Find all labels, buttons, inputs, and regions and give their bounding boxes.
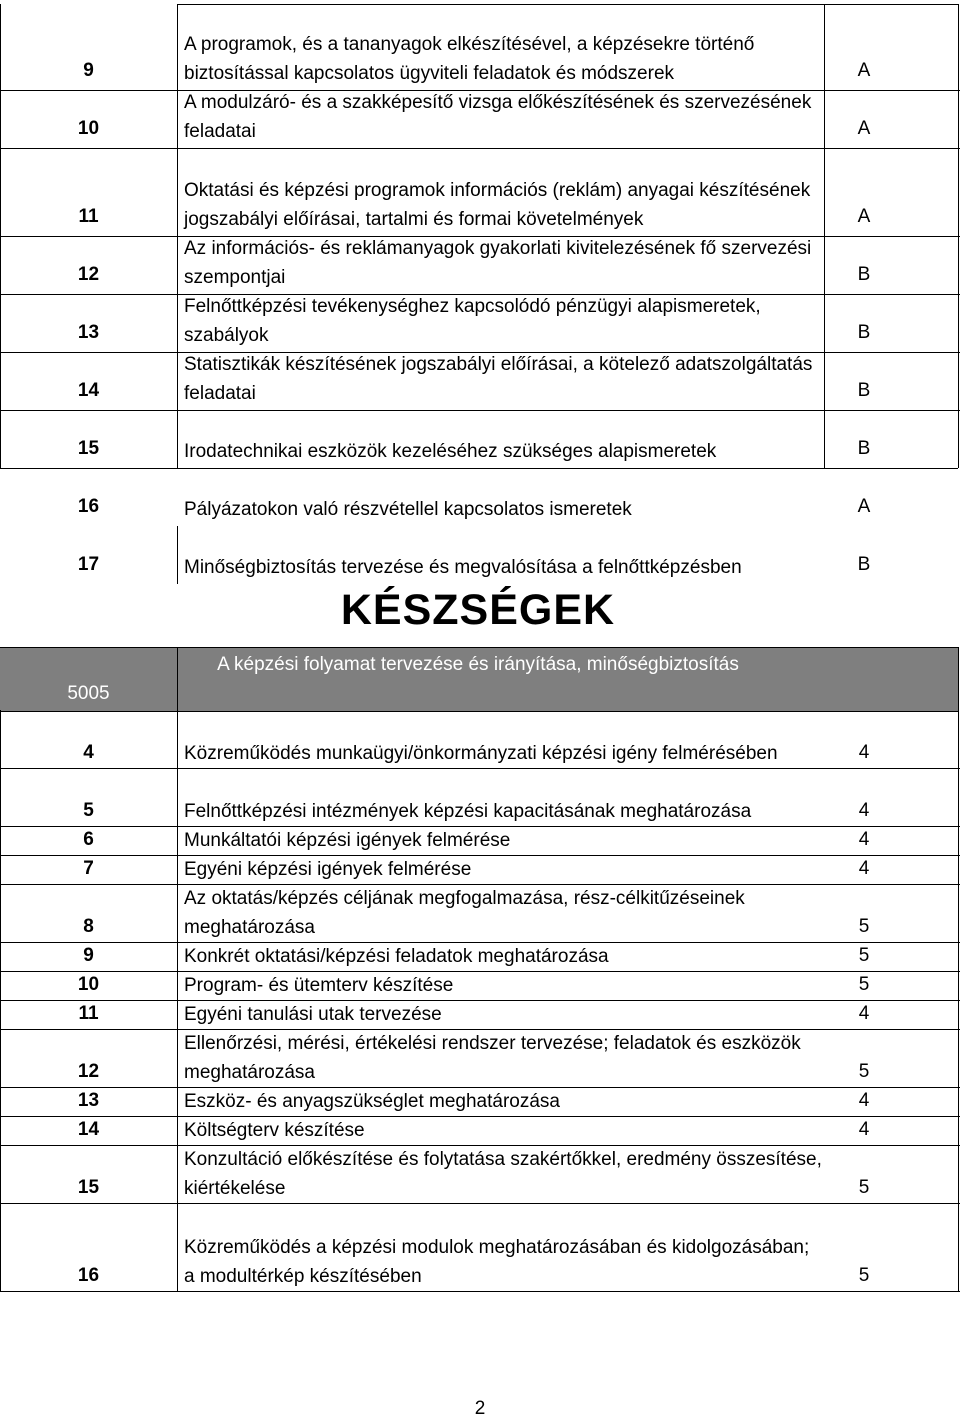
row-level: 4 [858,829,870,850]
row-number: 16 [77,1265,100,1286]
row-description: A modulzáró- és a szakképesítő vizsga előkészítésének és szervezésének feladatai [184,92,812,142]
row-number: 15 [77,1177,100,1198]
row-level: 5 [858,916,870,937]
table-row [0,1000,960,1030]
row-level: B [857,438,871,459]
row-description: Eszköz- és anyagszükséglet meghatározása [184,1091,560,1112]
table-row [0,971,960,1001]
table-row [0,826,960,856]
table-border [824,4,825,468]
row-number: 11 [78,1003,99,1024]
row-number: 15 [77,438,100,459]
row-description: Költségterv készítése [184,1120,365,1141]
row-description: Program- és ütemterv készítése [184,975,454,996]
table-row [0,468,960,526]
row-description: Közreműködés a képzési modulok meghatározásában és kidolgozásában; a modultérkép készítésében [184,1237,810,1287]
table-border [177,647,178,1291]
row-number: 17 [77,554,100,575]
row-number: 7 [83,858,94,879]
table-row [0,1145,960,1204]
row-number: 12 [77,264,100,285]
row-description: Statisztikák készítésének jogszabályi előírásai, a kötelező adatszolgáltatás feladatai [184,354,813,404]
table-border [0,468,958,469]
row-description: Felnőttképzési intézmények képzési kapacitásának meghatározása [184,801,752,822]
row-number: 12 [77,1061,100,1082]
table-row [0,352,960,411]
table-row [0,1203,960,1292]
row-description: Konzultáció előkészítése és folytatása szakértőkkel, eredmény összesítése, kiértékelése [184,1149,822,1199]
table-row [0,1087,960,1117]
row-level: B [857,554,871,575]
table-row [0,855,960,885]
table-row [0,90,960,149]
row-number: 10 [77,118,100,139]
row-level: 5 [858,1265,870,1286]
table-row [0,236,960,295]
row-level: 4 [858,1003,870,1024]
row-number: 14 [77,380,100,401]
row-level: A [857,496,871,517]
row-level: A [857,206,871,227]
row-number: 11 [78,206,99,227]
row-level: A [857,118,871,139]
row-number: 6 [83,829,94,850]
row-number: 4 [83,742,94,763]
row-number: 14 [77,1119,100,1140]
table-row [0,1029,960,1088]
row-description: Az oktatás/képzés céljának megfogalmazása, rész-célkitűzéseinek meghatározása [184,888,745,938]
table-row [0,410,960,468]
row-description: Felnőttképzési tevékenységhez kapcsolódó pénzügyi alapismeretek, szabályok [184,296,761,346]
row-level: 4 [858,1090,870,1111]
section-heading: KÉSZSÉGEK [340,586,616,634]
row-description: Ellenőrzési, mérési, értékelési rendszer tervezése; feladatok és eszközök meghatározása [184,1033,801,1083]
row-number: 16 [77,496,100,517]
table-border [177,4,178,468]
table-row [0,4,960,91]
module-title: A képzési folyamat tervezése és irányítása, minőségbiztosítás [217,654,739,675]
row-number: 8 [83,916,94,937]
table-row [0,768,960,827]
row-level: B [857,264,871,285]
row-level: 5 [858,1177,870,1198]
row-description: Irodatechnikai eszközök kezeléséhez szükséges alapismeretek [184,441,717,462]
row-level: 4 [858,800,870,821]
row-description: Egyéni tanulási utak tervezése [184,1004,442,1025]
table-row [0,710,960,769]
row-description: Oktatási és képzési programok információs (reklám) anyagai készítésének jogszabályi előírásai, tartalmi és formai követelmények [184,180,811,230]
table-row [0,294,960,353]
table-border [177,4,958,5]
table-row [0,148,960,237]
table-border [0,4,1,468]
row-level: 4 [858,858,870,879]
row-description: Minőségbiztosítás tervezése és megvalósítása a felnőttképzésben [184,557,742,578]
row-number: 13 [77,322,100,343]
row-number: 9 [83,60,94,81]
row-level: 5 [858,945,870,966]
module-code: 5005 [67,683,110,704]
row-description: Konkrét oktatási/képzési feladatok meghatározása [184,946,609,967]
page-number: 2 [474,1398,486,1419]
table-row [0,1116,960,1146]
row-description: Egyéni képzési igények felmérése [184,859,472,880]
table-row [0,526,960,584]
table-border [958,4,959,468]
row-number: 9 [83,945,94,966]
row-level: A [857,60,871,81]
row-description: A programok, és a tananyagok elkészítésével, a képzésekre történő biztosítással kapcsolatos ügyviteli feladatok és módszerek [184,34,755,84]
table-row [0,942,960,972]
table-border [958,647,959,1291]
row-level: B [857,322,871,343]
row-number: 5 [83,800,94,821]
table-row [0,884,960,943]
table-border [177,526,178,584]
row-level: 4 [858,1119,870,1140]
table-border [0,710,1,1291]
row-number: 13 [77,1090,100,1111]
row-level: 4 [858,742,870,763]
row-description: Pályázatokon való részvétellel kapcsolatos ismeretek [184,499,632,520]
row-description: Munkáltatói képzési igények felmérése [184,830,511,851]
row-level: 5 [858,1061,870,1082]
row-level: 5 [858,974,870,995]
row-description: Az információs- és reklámanyagok gyakorlati kivitelezésének fő szervezési szempontjai [184,238,812,288]
row-description: Közreműködés munkaügyi/önkormányzati képzési igény felmérésében [184,743,778,764]
row-level: B [857,380,871,401]
row-number: 10 [77,974,100,995]
module-header-bar [0,647,958,712]
